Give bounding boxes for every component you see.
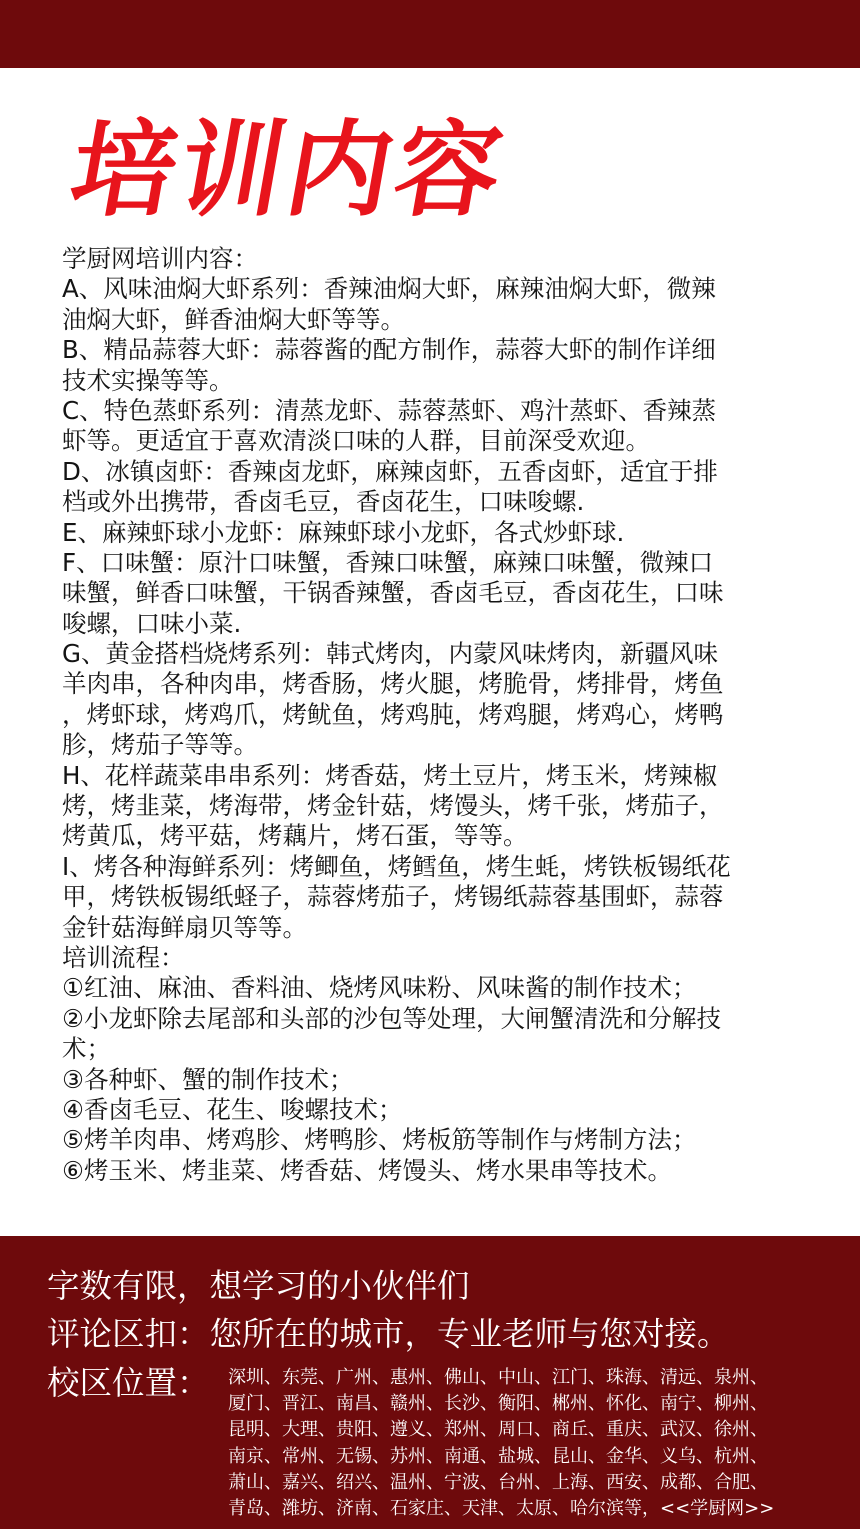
content-line: 学厨网培训内容： <box>62 244 258 273</box>
content-line: C、特色蒸虾系列：清蒸龙虾、蒜蓉蒸虾、鸡汁蒸虾、香辣蒸 <box>62 395 717 425</box>
content-line: 档或外出携带，香卤毛豆，香卤花生，口味唆螺. <box>62 487 585 517</box>
campus-label: 校区位置： <box>47 1364 210 1402</box>
content-line: ③各种虾、蟹的制作技术； <box>62 1064 354 1094</box>
city-line: 厦门、晋江、南昌、赣州、长沙、衡阳、郴州、怀化、南宁、柳州、 <box>228 1393 768 1415</box>
content-line: E、麻辣虾球小龙虾：麻辣虾球小龙虾，各式炒虾球. <box>62 517 625 547</box>
content-line: 胗，烤茄子等等。 <box>62 730 258 760</box>
content-line: F、口味蟹：原汁口味蟹，香辣口味蟹，麻辣口味蟹，微辣口 <box>62 547 714 577</box>
content-line: I、烤各种海鲜系列：烤鲫鱼，烤鳕鱼，烤生蚝，烤铁板锡纸花 <box>62 851 731 881</box>
content-line: B、精品蒜蓉大虾：蒜蓉酱的配方制作，蒜蓉大虾的制作详细 <box>62 335 716 365</box>
content-line: ⑥烤玉米、烤韭菜、烤香菇、烤馒头、烤水果串等技术。 <box>62 1155 672 1185</box>
cta-line-1: 字数有限，想学习的小伙伴们 <box>47 1267 470 1305</box>
content-line: 油焖大虾，鲜香油焖大虾等等。 <box>62 304 405 334</box>
content-line: 烤黄瓜，烤平菇，烤藕片，烤石蛋，等等。 <box>62 821 528 851</box>
content-line: ，烤虾球，烤鸡爪，烤鱿鱼，烤鸡肫，烤鸡腿，烤鸡心，烤鸭 <box>62 699 724 729</box>
content-line: 培训流程： <box>62 942 185 972</box>
city-line: 昆明、大理、贵阳、遵义、郑州、周口、商丘、重庆、武汉、徐州、 <box>228 1419 768 1441</box>
content-line: 虾等。更适宜于喜欢清淡口味的人群，目前深受欢迎。 <box>62 426 650 456</box>
content-line: ④香卤毛豆、花生、唆螺技术； <box>62 1094 403 1124</box>
footer-banner <box>0 1236 860 1529</box>
content-line: ①红油、麻油、香料油、烧烤风味粉、风味酱的制作技术； <box>62 973 697 1003</box>
city-line: 萧山、嘉兴、绍兴、温州、宁波、台州、上海、西安、成都、合肥、 <box>228 1471 768 1493</box>
training-content <box>62 244 800 1186</box>
content-line: 唆螺，口味小菜. <box>62 608 242 638</box>
content-line: 烤，烤韭菜，烤海带，烤金针菇，烤馒头，烤千张，烤茄子， <box>62 791 724 821</box>
content-line: 术； <box>62 1034 111 1064</box>
content-line: G、黄金搭档烧烤系列：韩式烤肉，内蒙风味烤肉，新疆风味 <box>62 639 718 669</box>
cta-line-2: 评论区扣：您所在的城市，专业老师与您对接。 <box>47 1315 730 1353</box>
content-line: H、花样蔬菜串串系列：烤香菇，烤土豆片，烤玉米，烤辣椒 <box>62 760 718 790</box>
content-line: 技术实操等等。 <box>62 365 234 395</box>
content-line: 羊肉串，各种肉串，烤香肠，烤火腿，烤脆骨，烤排骨，烤鱼 <box>62 669 724 699</box>
content-line: A、风味油焖大虾系列：香辣油焖大虾，麻辣油焖大虾，微辣 <box>62 274 716 304</box>
content-line: 甲，烤铁板锡纸蛏子，蒜蓉烤茄子，烤锡纸蒜蓉基围虾，蒜蓉 <box>62 882 724 912</box>
content-line: 金针菇海鲜扇贝等等。 <box>62 912 307 942</box>
city-line: 深圳、东莞、广州、惠州、佛山、中山、江门、珠海、清远、泉州、 <box>228 1367 768 1388</box>
city-line: 南京、常州、无锡、苏州、南通、盐城、昆山、金华、义乌、杭州、 <box>228 1445 768 1467</box>
city-line: 青岛、潍坊、济南、石家庄、天津、太原、哈尔滨等，<<学厨网>> <box>228 1497 775 1519</box>
campus-city-list <box>228 1365 848 1522</box>
content-line: 味蟹，鲜香口味蟹，干锅香辣蟹，香卤毛豆，香卤花生，口味 <box>62 578 724 608</box>
page-title: 培训内容 <box>61 109 515 231</box>
content-line: ⑤烤羊肉串、烤鸡胗、烤鸭胗、烤板筋等制作与烤制方法； <box>62 1125 697 1155</box>
content-line: D、冰镇卤虾：香辣卤龙虾，麻辣卤虾，五香卤虾，适宜于排 <box>62 456 718 486</box>
top-banner <box>0 0 860 68</box>
content-line: ②小龙虾除去尾部和头部的沙包等处理，大闸蟹清洗和分解技 <box>62 1003 721 1033</box>
